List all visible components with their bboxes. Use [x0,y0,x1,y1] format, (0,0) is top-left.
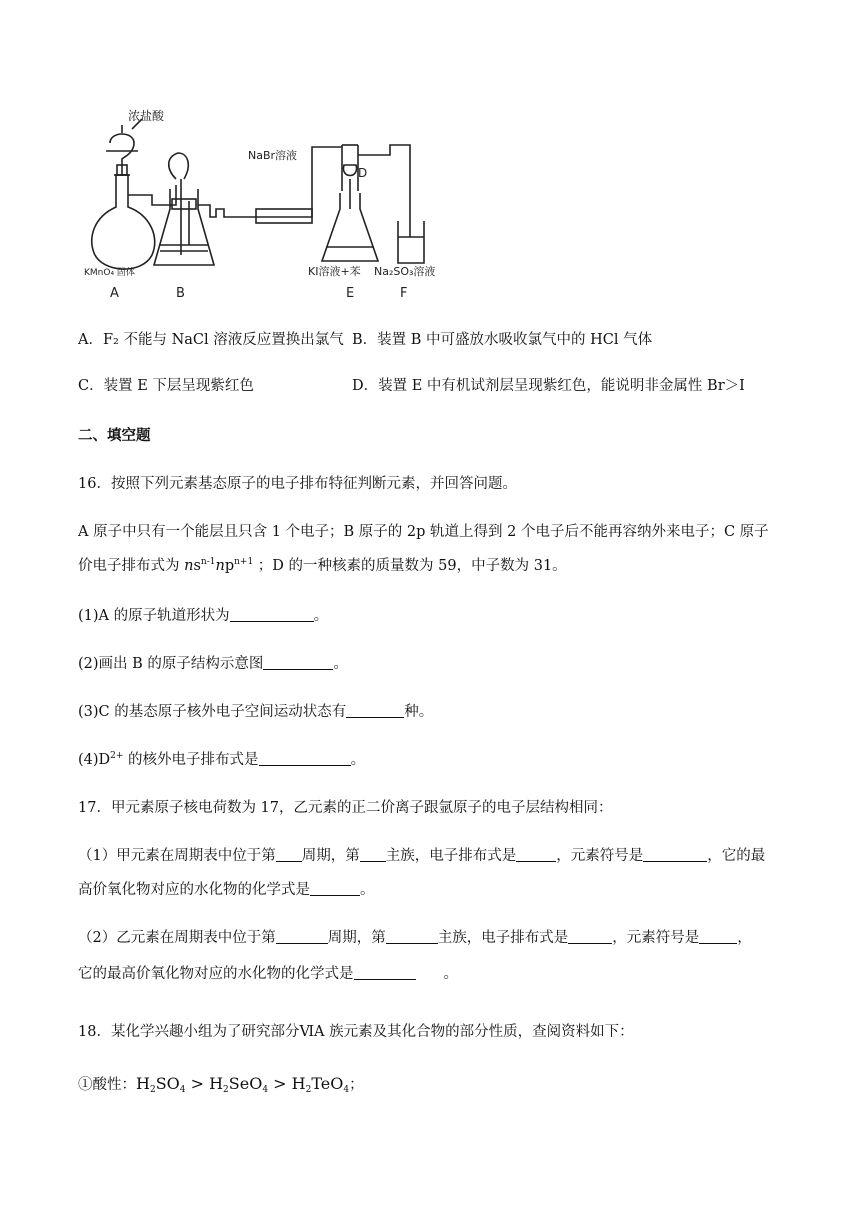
answer-blank[interactable] [263,654,333,670]
option-c: C．装置 E 下层呈现紫红色 [78,378,254,394]
option-b: B．装置 B 中可盛放水吸收氯气中的 HCl 气体 [352,332,653,348]
answer-blank[interactable] [516,846,556,862]
answer-blank[interactable] [276,928,328,944]
label-letter-a: A [110,286,119,301]
q16-part1: (1)A 的原子轨道形状为 。 [78,608,329,624]
answer-blank[interactable] [310,880,360,896]
q18-acidity: ①酸性：$H_2SO_4 > H_2SeO_4 > H_2TeO_4$； [78,1074,364,1095]
label-letter-e: E [346,286,355,301]
label-conc-hcl: 浓盐酸 [128,109,165,123]
answer-blank[interactable] [259,750,351,766]
q16-part4: $(4)D^{2+}$ 的核外电子排布式是 。 [78,751,366,768]
answer-blank[interactable] [360,846,386,862]
q17-part2-line1: （2）乙元素在周期表中位于第 周期，第 主族，电子排布式是 ，元素符号是 ， [78,930,752,946]
q16-desc-line1: A 原子中只有一个能层且只含 1 个电子；B 原子的 2p 轨道上得到 2 个电子后不能再容纳外来电子；C 原子 [78,524,769,540]
answer-blank[interactable] [699,928,737,944]
answer-blank[interactable] [643,846,707,862]
q18-stem: 18．某化学兴趣小组为了研究部分ⅥA 族元素及其化合物的部分性质，查阅资料如下： [78,1024,634,1040]
apparatus-diagram [80,105,460,305]
q16-part2: (2)画出 B 的原子结构示意图 。 [78,656,348,672]
answer-blank[interactable] [568,928,612,944]
option-d: D．装置 E 中有机试剂层呈现紫红色，能说明非金属性 Br＞I [352,378,745,394]
q17-part2-line2: 它的最高价氧化物对应的水化物的化学式是 。 [78,966,458,982]
label-ki-benzene: KI溶液+苯 [308,265,361,278]
label-nabr: NaBr溶液 [248,149,298,162]
q17-stem: 17．甲元素原子核电荷数为 17，乙元素的正二价离子跟氩原子的电子层结构相同： [78,800,613,816]
answer-blank[interactable] [230,606,314,622]
q16-part3: (3)C 的基态原子核外电子空间运动状态有 种。 [78,704,434,720]
label-letter-b: B [176,286,185,301]
q16-desc-line2: 价电子排布式为 $ns^{n-1}np^{n+1}$ ；D 的一种核素的质量数为 59，中子数为 31。 [78,557,567,574]
label-letter-f: F [400,286,408,301]
answer-blank[interactable] [354,964,416,980]
answer-blank[interactable] [276,846,302,862]
answer-blank[interactable] [386,928,438,944]
label-d: D [358,166,368,180]
option-a: A．F₂ 不能与 NaCl 溶液反应置换出氯气 [78,332,344,348]
section-title: 二、填空题 [78,428,151,444]
q16-stem: 16．按照下列元素基态原子的电子排布特征判断元素，并回答问题。 [78,476,517,492]
q17-part1-line2: 高价氧化物对应的水化物的化学式是 。 [78,882,375,898]
answer-blank[interactable] [346,702,404,718]
q17-part1-line1: （1）甲元素在周期表中位于第 周期，第 主族，电子排布式是 ，元素符号是 ，它的最 [78,848,766,864]
label-na2so3: Na₂SO₃溶液 [374,265,436,278]
label-kmno4: KMnO₄ 固体 [84,268,135,278]
